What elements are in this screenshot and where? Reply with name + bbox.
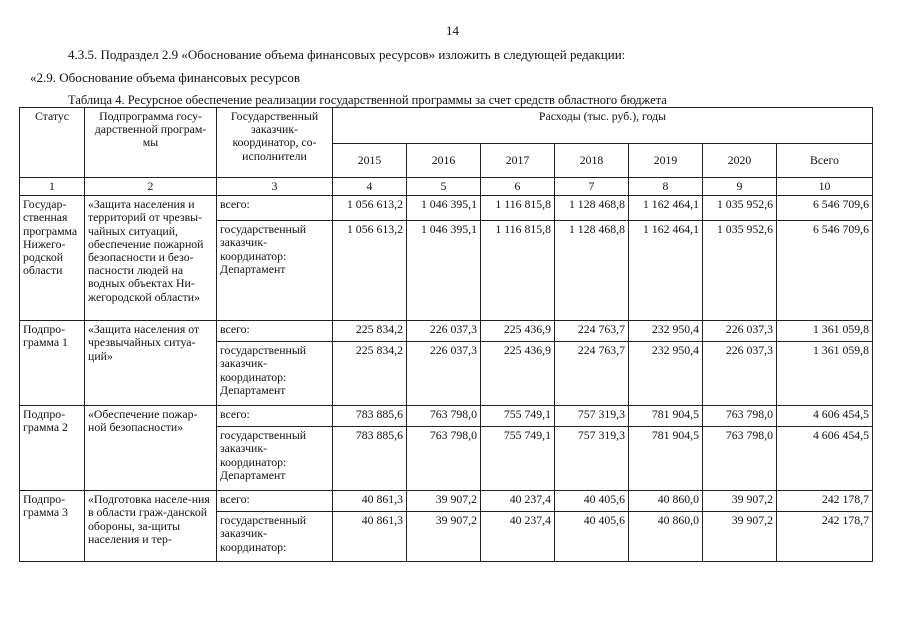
value-cell: 39 907,2 <box>407 512 481 562</box>
column-number: 5 <box>407 178 481 196</box>
value-cell: 226 037,3 <box>407 342 481 406</box>
value-cell: 225 436,9 <box>481 342 555 406</box>
header-year-2015: 2015 <box>333 144 407 178</box>
value-cell: 40 860,0 <box>629 512 703 562</box>
value-cell: 1 116 815,8 <box>481 221 555 321</box>
page-number: 14 <box>446 23 459 38</box>
table-row <box>20 321 873 342</box>
value-cell: 39 907,2 <box>407 491 481 512</box>
value-cell: 1 162 464,1 <box>629 221 703 321</box>
column-number: 3 <box>217 178 333 196</box>
value-cell: 4 606 454,5 <box>777 406 873 427</box>
value-cell: 40 861,3 <box>333 491 407 512</box>
header-status: Статус <box>20 108 85 178</box>
column-number: 7 <box>555 178 629 196</box>
row-customer: всего: <box>217 491 333 512</box>
row-program-name: «Обеспечение пожар-ной безопасности» <box>85 406 217 491</box>
value-cell: 763 798,0 <box>703 406 777 427</box>
row-customer: государственный заказчик-координатор: Департамент <box>217 342 333 406</box>
row-status: Подпро-грамма 3 <box>20 491 85 562</box>
value-cell: 1 162 464,1 <box>629 196 703 221</box>
column-number: 6 <box>481 178 555 196</box>
row-customer: государственный заказчик-координатор: <box>217 512 333 562</box>
header-total: Всего <box>777 144 873 178</box>
value-cell: 763 798,0 <box>407 427 481 491</box>
value-cell: 4 606 454,5 <box>777 427 873 491</box>
value-cell: 6 546 709,6 <box>777 196 873 221</box>
header-year-2018: 2018 <box>555 144 629 178</box>
paragraph-intro: 4.3.5. Подраздел 2.9 «Обоснование объема финансовых ресурсов» изложить в следующей редакции: <box>68 47 626 62</box>
value-cell: 226 037,3 <box>703 342 777 406</box>
value-cell: 39 907,2 <box>703 491 777 512</box>
value-cell: 224 763,7 <box>555 321 629 342</box>
header-subprogram: Подпрограмма госу-дарственной програм-мы <box>85 108 217 178</box>
column-number-row <box>20 178 873 196</box>
row-customer: государственный заказчик-координатор: Департамент <box>217 427 333 491</box>
value-cell: 757 319,3 <box>555 406 629 427</box>
column-number: 1 <box>20 178 85 196</box>
value-cell: 757 319,3 <box>555 427 629 491</box>
value-cell: 40 405,6 <box>555 512 629 562</box>
value-cell: 6 546 709,6 <box>777 221 873 321</box>
value-cell: 755 749,1 <box>481 406 555 427</box>
value-cell: 1 035 952,6 <box>703 221 777 321</box>
value-cell: 40 237,4 <box>481 512 555 562</box>
value-cell: 225 834,2 <box>333 342 407 406</box>
table-caption: Таблица 4. Ресурсное обеспечение реализации государственной программы за счет средств областного бюджета <box>68 93 667 107</box>
header-year-2016: 2016 <box>407 144 481 178</box>
row-program-name: «Защита населения от чрезвычайных ситуа-ций» <box>85 321 217 406</box>
column-number: 8 <box>629 178 703 196</box>
value-cell: 1 128 468,8 <box>555 221 629 321</box>
column-number: 9 <box>703 178 777 196</box>
row-customer: всего: <box>217 406 333 427</box>
header-year-2019: 2019 <box>629 144 703 178</box>
value-cell: 225 834,2 <box>333 321 407 342</box>
value-cell: 1 361 059,8 <box>777 342 873 406</box>
column-number: 2 <box>85 178 217 196</box>
row-customer: всего: <box>217 321 333 342</box>
value-cell: 226 037,3 <box>703 321 777 342</box>
value-cell: 40 860,0 <box>629 491 703 512</box>
value-cell: 1 056 613,2 <box>333 221 407 321</box>
row-status: Подпро-грамма 2 <box>20 406 85 491</box>
value-cell: 226 037,3 <box>407 321 481 342</box>
value-cell: 1 361 059,8 <box>777 321 873 342</box>
value-cell: 763 798,0 <box>407 406 481 427</box>
value-cell: 763 798,0 <box>703 427 777 491</box>
value-cell: 225 436,9 <box>481 321 555 342</box>
table-row <box>20 491 873 512</box>
column-number: 4 <box>333 178 407 196</box>
section-heading: «2.9. Обоснование объема финансовых ресурсов <box>30 70 300 85</box>
table-row <box>20 196 873 221</box>
header-year-2020: 2020 <box>703 144 777 178</box>
value-cell: 39 907,2 <box>703 512 777 562</box>
column-number: 10 <box>777 178 873 196</box>
value-cell: 40 405,6 <box>555 491 629 512</box>
header-expenses: Расходы (тыс. руб.), годы <box>333 108 873 144</box>
value-cell: 1 128 468,8 <box>555 196 629 221</box>
header-year-2017: 2017 <box>481 144 555 178</box>
header-customer: Государственный заказчик-координатор, со-исполнители <box>217 108 333 178</box>
value-cell: 242 178,7 <box>777 491 873 512</box>
value-cell: 781 904,5 <box>629 427 703 491</box>
row-status: Подпро-грамма 1 <box>20 321 85 406</box>
value-cell: 755 749,1 <box>481 427 555 491</box>
value-cell: 1 056 613,2 <box>333 196 407 221</box>
table-row <box>20 406 873 427</box>
value-cell: 232 950,4 <box>629 321 703 342</box>
resource-table <box>19 107 873 562</box>
value-cell: 1 116 815,8 <box>481 196 555 221</box>
row-program-name: «Защита населения и территорий от чрезвы-чайных ситуаций, обеспечение пожарной безопасности и безо-пасности людей на водных объектах Ни-жегородской области» <box>85 196 217 321</box>
row-program-name: «Подготовка населе-ния в области граж-данской обороны, за-щиты населения и тер- <box>85 491 217 562</box>
value-cell: 781 904,5 <box>629 406 703 427</box>
row-customer: государственный заказчик-координатор: Департамент <box>217 221 333 321</box>
value-cell: 232 950,4 <box>629 342 703 406</box>
value-cell: 40 861,3 <box>333 512 407 562</box>
value-cell: 1 046 395,1 <box>407 196 481 221</box>
row-customer: всего: <box>217 196 333 221</box>
value-cell: 1 035 952,6 <box>703 196 777 221</box>
value-cell: 40 237,4 <box>481 491 555 512</box>
row-status: Государ-ственная программа Нижего-родской области <box>20 196 85 321</box>
value-cell: 224 763,7 <box>555 342 629 406</box>
value-cell: 783 885,6 <box>333 406 407 427</box>
value-cell: 783 885,6 <box>333 427 407 491</box>
value-cell: 242 178,7 <box>777 512 873 562</box>
value-cell: 1 046 395,1 <box>407 221 481 321</box>
